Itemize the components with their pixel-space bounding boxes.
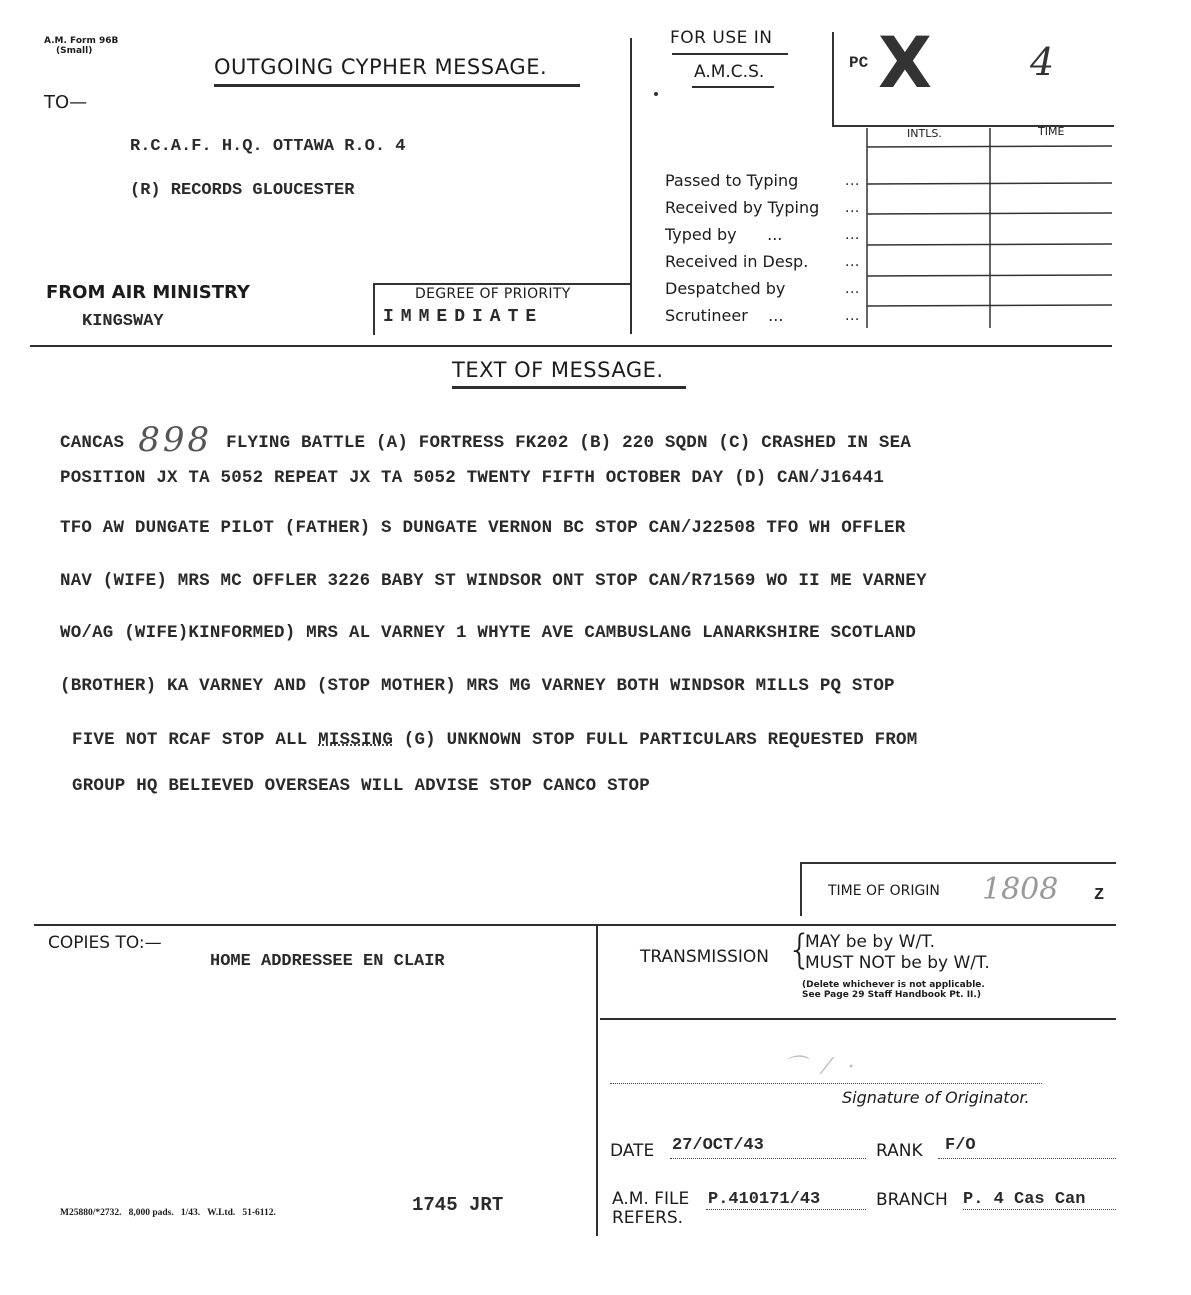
form-id <box>44 36 118 56</box>
transmission-option-must-not: MUST NOT be by W/T. <box>805 953 990 973</box>
message-line: NAV (WIFE) MRS MC OFFLER 3226 BABY ST WINDSOR ONT STOP CAN/R71569 WO II ME VARNEY <box>60 571 927 591</box>
row-label: Typed by ... <box>665 225 783 244</box>
row-label: Passed to Typing <box>665 171 799 190</box>
section-divider <box>600 1018 1116 1020</box>
section-divider <box>30 345 1112 347</box>
message-line-text: FLYING BATTLE (A) FORTRESS FK202 (B) 220 SQDN (C) CRASHED IN SEA <box>226 433 912 453</box>
pc-box <box>832 32 1114 127</box>
amcs-underline <box>692 86 774 88</box>
time-of-origin-label: TIME OF ORIGIN <box>828 883 940 899</box>
row-leader-dots: ... <box>845 254 860 270</box>
recipient-repeat: (R) RECORDS GLOUCESTER <box>130 181 355 200</box>
row-label: Received in Desp. <box>665 252 809 271</box>
row-label: Scrutineer ... <box>665 306 784 325</box>
from-label: FROM AIR MINISTRY <box>46 282 250 303</box>
grid-line <box>867 305 1112 306</box>
am-file-label <box>612 1190 689 1228</box>
file-dotted-line <box>706 1209 866 1210</box>
footer-divider <box>596 926 598 1236</box>
date-value: 27/OCT/43 <box>672 1136 764 1155</box>
grid-line <box>867 213 1112 214</box>
message-prefix: CANCAS <box>60 433 125 453</box>
header-divider <box>630 38 632 334</box>
faint-signature-mark: ⌒ ⁄ · <box>784 1055 861 1080</box>
date-dotted-line <box>670 1158 866 1159</box>
section-divider <box>34 924 1116 926</box>
grid-line <box>867 244 1112 245</box>
message-line: WO/AG (WIFE)KINFORMED) MRS AL VARNEY 1 WHYTE AVE CAMBUSLANG LANARKSHIRE SCOTLAND <box>60 623 917 643</box>
underlined-word-missing: MISSING <box>318 730 394 750</box>
row-leader-dots: ... <box>845 200 860 216</box>
recipient-primary: R.C.A.F. H.Q. OTTAWA R.O. 4 <box>130 137 406 156</box>
row-leader-dots: ... <box>845 173 860 189</box>
page-title: OUTGOING CYPHER MESSAGE. <box>214 55 548 79</box>
grid-line <box>867 146 1112 147</box>
signature-label: Signature of Originator. <box>842 1088 1030 1107</box>
pc-handwritten-number: 4 <box>1030 40 1055 84</box>
message-line-text: (G) UNKNOWN STOP FULL PARTICULARS REQUESTED FROM <box>393 730 918 750</box>
form-size: (Small) <box>56 46 93 56</box>
message-title-underline <box>452 386 686 389</box>
message-line: GROUP HQ BELIEVED OVERSEAS WILL ADVISE STOP CANCO STOP <box>72 776 650 796</box>
branch-value: P. 4 Cas Can <box>963 1190 1086 1209</box>
transmission-note-line: See Page 29 Staff Handbook Pt. II.) <box>802 990 981 1000</box>
form-number: A.M. Form 96B <box>44 36 119 46</box>
grid-line <box>867 183 1112 184</box>
amcs-underline <box>672 53 788 55</box>
message-line <box>60 420 911 460</box>
pc-label: PC <box>849 54 869 72</box>
transmission-note <box>802 980 985 1000</box>
transmission-note-line: (Delete whichever is not applicable. <box>802 980 985 990</box>
message-line-text: FIVE NOT RCAF STOP ALL <box>72 730 319 750</box>
signature-line <box>610 1083 1042 1084</box>
time-zone: Z <box>1094 886 1105 905</box>
row-leader-dots: ... <box>845 281 860 297</box>
am-file-value: P.410171/43 <box>708 1190 821 1209</box>
printer-imprint: M25880/*2732. 8,000 pads. 1/43. W.Ltd. 51-6112. <box>60 1208 276 1218</box>
title-underline <box>214 84 580 87</box>
time-of-origin-value: 1808 <box>982 872 1059 907</box>
grid-line <box>867 275 1112 276</box>
copies-to-value: HOME ADDRESSEE EN CLAIR <box>210 952 445 971</box>
handwritten-serial-number: 898 <box>138 420 213 460</box>
row-label: Despatched by <box>665 279 786 298</box>
copies-to-label: COPIES TO:— <box>48 933 162 953</box>
message-title: TEXT OF MESSAGE. <box>452 358 664 382</box>
transmission-option-may: MAY be by W/T. <box>805 932 935 952</box>
priority-label: DEGREE OF PRIORITY <box>415 286 571 302</box>
message-line <box>72 730 917 750</box>
rank-label: RANK <box>876 1141 923 1161</box>
column-header-time: TIME <box>1038 125 1065 138</box>
ink-dot <box>654 92 658 96</box>
branch-label: BRANCH <box>876 1190 948 1210</box>
rank-dotted-line <box>938 1158 1116 1159</box>
rank-value: F/O <box>945 1136 976 1155</box>
am-file-label-line: REFERS. <box>612 1208 684 1228</box>
pc-stamp-x: X <box>878 22 932 104</box>
to-label: TO— <box>44 92 88 113</box>
from-sublabel: KINGSWAY <box>82 312 164 331</box>
column-header-intls: INTLS. <box>907 127 942 140</box>
row-leader-dots: ... <box>845 227 860 243</box>
brace-icon: { <box>787 927 813 973</box>
message-line: (BROTHER) KA VARNEY AND (STOP MOTHER) MRS MG VARNEY BOTH WINDSOR MILLS PQ STOP <box>60 676 895 696</box>
message-line: TFO AW DUNGATE PILOT (FATHER) S DUNGATE VERNON BC STOP CAN/J22508 TFO WH OFFLER <box>60 518 906 538</box>
transmission-label: TRANSMISSION <box>640 947 770 967</box>
date-label: DATE <box>610 1141 655 1161</box>
printer-reference: 1745 JRT <box>412 1194 504 1216</box>
branch-dotted-line <box>963 1209 1116 1210</box>
amcs-heading-line1: FOR USE IN <box>670 28 773 48</box>
amcs-heading-line2: A.M.C.S. <box>694 62 765 82</box>
row-label: Received by Typing <box>665 198 820 217</box>
row-leader-dots: ... <box>845 308 860 324</box>
priority-value: IMMEDIATE <box>383 307 544 327</box>
message-line: POSITION JX TA 5052 REPEAT JX TA 5052 TWENTY FIFTH OCTOBER DAY (D) CAN/J16441 <box>60 468 885 488</box>
am-file-label-line: A.M. FILE <box>612 1189 690 1209</box>
amcs-grid <box>866 128 1112 328</box>
